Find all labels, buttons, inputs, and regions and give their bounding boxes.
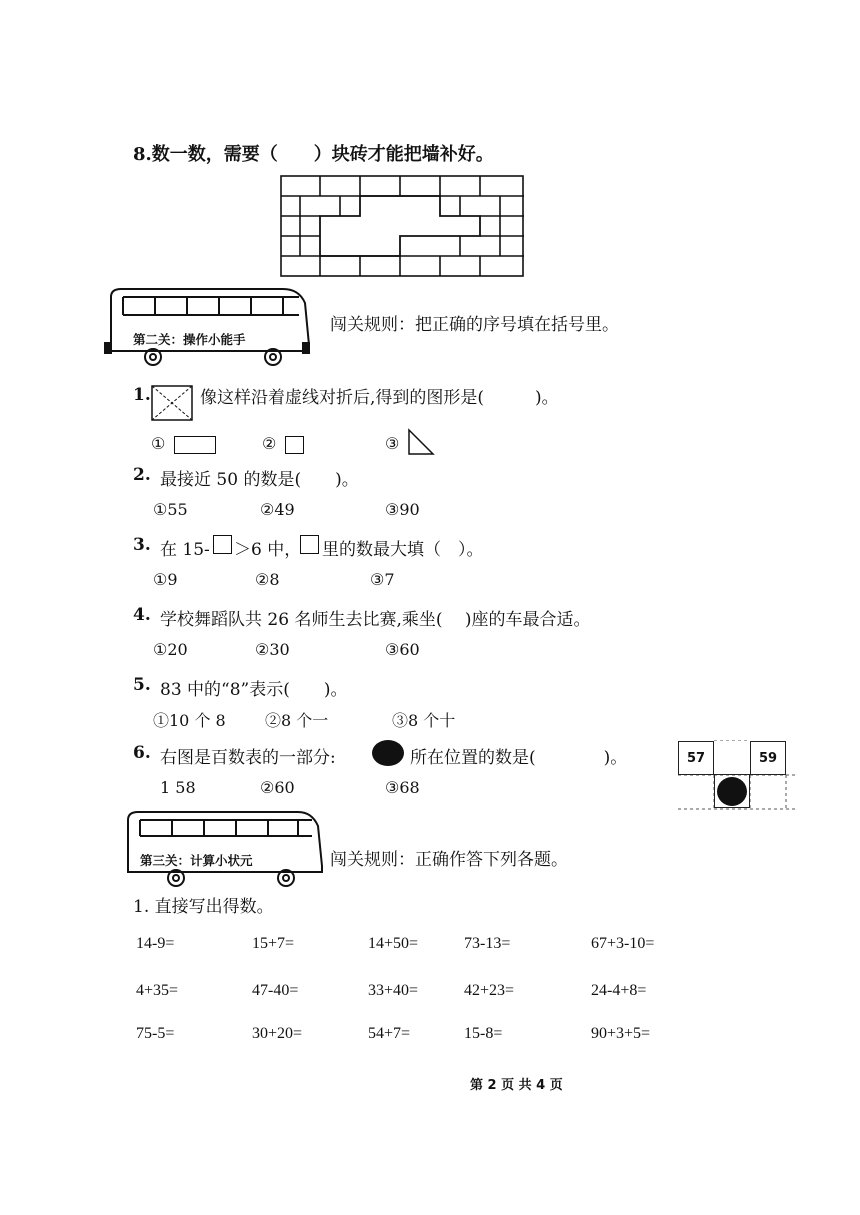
q1-option-3: ③ [385, 434, 400, 453]
blank-box-icon [213, 535, 232, 554]
calc-item: 4+35= [136, 982, 179, 999]
q5-option-3: ③8 个十 [392, 711, 456, 730]
section2-rule: 闯关规则：把正确的序号填在括号里。 [330, 315, 619, 335]
q3-text: 里的数最大填（ ）。 [322, 540, 484, 560]
q4-option-2: ②30 [255, 640, 290, 659]
q6-option-1: 1 58 [160, 778, 196, 797]
q5-text: 83 中的“8”表示( )。 [160, 680, 348, 700]
calc-item: 54+7= [368, 1025, 411, 1042]
q4-number: 4. [133, 605, 151, 625]
hundred-table-target-cell [714, 774, 750, 808]
q1-option-2: ② [262, 434, 277, 453]
q5-option-2: ②8 个一 [265, 711, 329, 730]
q1-option-1: ① [151, 434, 166, 453]
calc-item: 14+50= [368, 935, 419, 952]
q4-text: 学校舞蹈队共 26 名师生去比赛,乘坐( )座的车最合适。 [160, 610, 591, 630]
q3-option-1: ①9 [153, 570, 178, 589]
calc-item: 30+20= [252, 1025, 303, 1042]
q2-number: 2. [133, 465, 151, 485]
calc-item: 15+7= [252, 935, 295, 952]
q2-option-3: ③90 [385, 500, 420, 519]
blank-box-icon [300, 535, 319, 554]
q5-number: 5. [133, 675, 151, 695]
q3-number: 3. [133, 535, 151, 555]
question-8: 8.数一数，需要（ ）块砖才能把墙补好。 [133, 144, 494, 165]
q1-number: 1. [133, 385, 151, 405]
q4-option-3: ③60 [385, 640, 420, 659]
hundred-table-cell: 57 [678, 741, 714, 775]
calc-item: 42+23= [464, 982, 515, 999]
q6-text-2: 所在位置的数是( )。 [410, 748, 628, 768]
section3-badge-title: 第三关：计算小状元 [140, 853, 253, 868]
calc-item: 67+3-10= [591, 935, 655, 952]
q3-prefix: 在 15- [160, 540, 210, 560]
q2-option-2: ②49 [260, 500, 295, 519]
calc-title: 1. 直接写出得数。 [133, 897, 274, 917]
hundred-table-fragment [678, 740, 798, 810]
calc-item: 90+3+5= [591, 1025, 651, 1042]
q4-option-1: ①20 [153, 640, 188, 659]
black-dot-icon [372, 740, 404, 766]
hundred-table-cell: 59 [750, 741, 786, 775]
bus-badge-section2 [103, 285, 313, 370]
brick-wall-figure [280, 175, 525, 278]
q3-option-2: ②8 [255, 570, 280, 589]
section3-rule: 闯关规则：正确作答下列各题。 [330, 850, 568, 870]
rectangle-option-icon [174, 436, 216, 454]
calc-item: 15-8= [464, 1025, 503, 1042]
calc-item: 75-5= [136, 1025, 175, 1042]
calc-item: 33+40= [368, 982, 419, 999]
calc-item: 14-9= [136, 935, 175, 952]
q6-option-2: ②60 [260, 778, 295, 797]
q6-option-3: ③68 [385, 778, 420, 797]
black-dot-icon [717, 777, 747, 806]
q6-text: 右图是百数表的一部分: [160, 748, 336, 768]
q2-option-1: ①55 [153, 500, 188, 519]
section2-badge-title: 第二关：操作小能手 [133, 332, 246, 347]
q3-middle: ＞6 中， [234, 540, 302, 560]
q1-text: 像这样沿着虚线对折后,得到的图形是( )。 [200, 388, 559, 408]
triangle-option-icon [407, 428, 435, 456]
page-number: 第 2 页 共 4 页 [470, 1078, 563, 1093]
fold-square-icon [151, 385, 193, 421]
q6-number: 6. [133, 743, 151, 763]
q3-option-3: ③7 [370, 570, 395, 589]
calc-item: 47-40= [252, 982, 299, 999]
bus-badge-section3 [120, 808, 325, 890]
calc-item: 73-13= [464, 935, 511, 952]
q5-option-1: ①10 个 8 [153, 711, 226, 730]
q2-text: 最接近 50 的数是( )。 [160, 470, 359, 490]
square-option-icon [285, 436, 304, 454]
calc-item: 24-4+8= [591, 982, 647, 999]
